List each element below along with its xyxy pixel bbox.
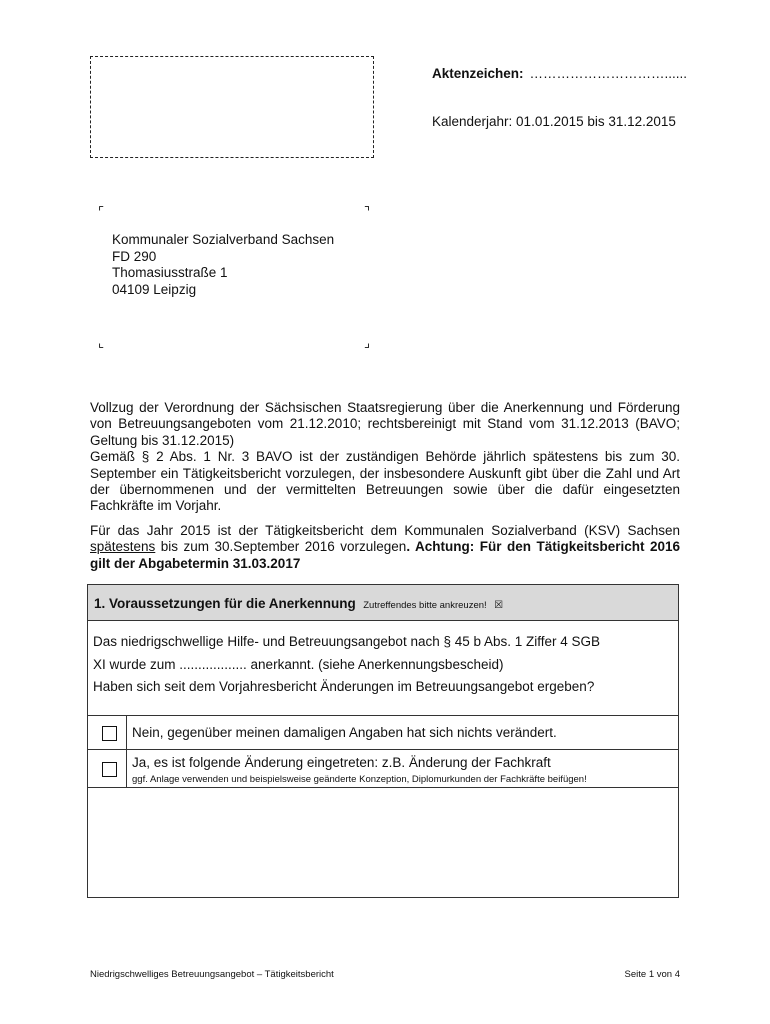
section-1-form [87,584,679,898]
reference-value: …………………………...... [529,66,688,81]
reporting-obligation-text: Gemäß § 2 Abs. 1 Nr. 3 BAVO ist der zuständigen Behörde jährlich spätestens bis zum 30. September ein Tätigkeitsbericht vorzulegen, der insbesondere Auskunft gibt über die Zahl und Art der übernommenen und der vermittelten Betreuungen sowie über die dafür eingesetzten Fachkräfte im Vorjahr. [90,449,680,514]
address-corner-bottom-right: ⌟ [364,335,371,350]
no-change-label: Nein, gegenüber meinen damaligen Angaben hat sich nichts verändert. [132,725,557,740]
section-1-header [88,585,678,621]
section-1-intro [93,631,673,699]
checked-box-icon: ☒ [494,600,504,611]
address-corner-top-left: ⌜ [98,204,105,219]
option-no-change-row [88,715,678,749]
section-1-title: 1. Voraussetzungen für die Anerkennung [94,596,356,611]
deadline-warning: . Achtung: Für den Tätigkeitsbericht 2016 gilt der Abgabetermin 31.03.2017 [90,539,680,571]
deadline-text: Für das Jahr 2015 ist der Tätigkeitsbericht dem Kommunalen Sozialverband (KSV) Sachsen [90,523,680,538]
address-line: Thomasiusstraße 1 [112,265,228,280]
reference-number [432,66,687,81]
no-change-checkbox[interactable] [102,726,117,741]
footer-document-title: Niedrigschwelliges Betreuungsangebot – Tätigkeitsbericht [90,969,334,980]
address-corner-bottom-left: ⌞ [98,335,105,350]
footer-page-number: Seite 1 von 4 [624,969,680,980]
address-line: FD 290 [112,248,157,264]
deadline-emphasis: spätestens [90,539,156,555]
intro-line: XI wurde zum .................. anerkannt. (siehe Anerkennungsbescheid) [93,656,504,672]
address-line: 04109 Leipzig [112,281,197,297]
intro-line: Haben sich seit dem Vorjahresbericht Änderungen im Betreuungsangebot ergeben? [93,679,595,694]
legal-basis-text: Vollzug der Verordnung der Sächsischen Staatsregierung über die Anerkennung und Förderung von Betreuungsangeboten vom 21.12.2010; rechtsbereinigt mit Stand vom 31.12.2013 (BAVO; Geltung bis 31.12.2015) [90,400,680,448]
section-1-hint: Zutreffendes bitte ankreuzen! [363,600,487,611]
change-description-divider [88,787,678,788]
address-corner-top-right: ⌝ [364,204,371,219]
address-line: Kommunaler Sozialverband Sachsen [112,232,335,247]
intro-line: Das niedrigschwellige Hilfe- und Betreuungsangebot nach § 45 b Abs. 1 Ziffer 4 SGB [93,634,601,649]
option-change-row [88,749,678,899]
deadline-date-text: bis zum 30.September 2016 vorzulegen [155,539,407,555]
change-checkbox[interactable] [102,762,117,777]
recipient-address [112,232,334,298]
checkbox-column-divider [126,715,127,787]
legal-basis-paragraph [90,400,680,515]
stamp-placeholder-box [90,56,374,158]
calendar-year: Kalenderjahr: 01.01.2015 bis 31.12.2015 [432,114,676,129]
change-label: Ja, es ist folgende Änderung eingetreten: z.B. Änderung der Fachkraft [132,755,551,770]
change-note: ggf. Anlage verwenden und beispielsweise geänderte Konzeption, Diplomurkunden der Fachkräfte beifügen! [132,774,587,785]
reference-label: Aktenzeichen: [432,66,524,81]
deadline-paragraph [90,523,680,572]
